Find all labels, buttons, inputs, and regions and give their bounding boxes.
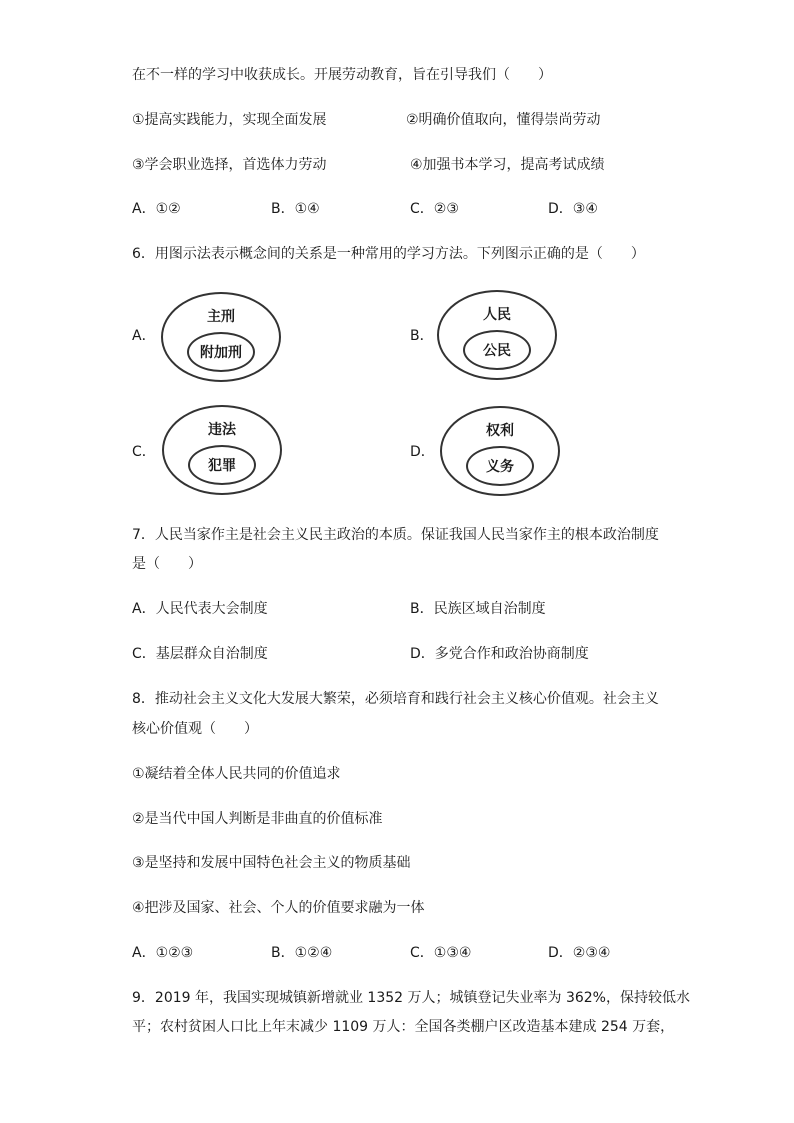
q7-stem-line2: 是（ ） <box>132 556 202 572</box>
q6-label-c: C． <box>132 444 156 460</box>
q8-stem-line2: 核心价值观（ ） <box>132 721 258 737</box>
outer-concept: 权利 <box>486 423 514 439</box>
q8-option-a: A．①②③ <box>132 945 194 961</box>
q5-option-a: A．①② <box>132 201 181 217</box>
q6-label-a: A． <box>132 328 156 344</box>
q9-line1: 9．2019 年，我国实现城镇新增就业 1352 万人；城镇登记失业率为 362%，保持较低水 <box>132 990 690 1006</box>
q7-option-d: D．多党合作和政治协商制度 <box>410 646 589 662</box>
q8-item-3: ③是坚持和发展中国特色社会主义的物质基础 <box>132 855 411 871</box>
q7-option-a: A．人民代表大会制度 <box>132 601 268 617</box>
inner-concept: 公民 <box>463 330 531 370</box>
q6-stem: 6．用图示法表示概念间的关系是一种常用的学习方法。下列图示正确的是（ ） <box>132 246 645 262</box>
q8-item-2: ②是当代中国人判断是非曲直的价值标准 <box>132 811 383 827</box>
q5-item-1: ①提高实践能力，实现全面发展 <box>132 112 327 128</box>
outer-concept: 违法 <box>208 422 236 438</box>
q5-item-2: ②明确价值取向，懂得崇尚劳动 <box>406 112 601 128</box>
q8-option-b: B．①②④ <box>271 945 333 961</box>
outer-concept: 主刑 <box>207 309 235 325</box>
q6-diagram-a <box>161 292 281 382</box>
q7-option-c: C．基层群众自治制度 <box>132 646 268 662</box>
q6-diagram-b <box>437 290 557 380</box>
q5-stem: 在不一样的学习中收获成长。开展劳动教育，旨在引导我们（ ） <box>132 67 552 83</box>
q6-label-b: B． <box>410 328 434 344</box>
inner-concept: 附加刑 <box>187 332 255 372</box>
q9-line2: 平；农村贫困人口比上年末减少 1109 万人：全国各类棚户区改造基本建成 254 万套， <box>132 1019 675 1035</box>
q6-label-d: D． <box>410 444 435 460</box>
q5-option-d: D．③④ <box>548 201 598 217</box>
q6-diagram-c <box>162 405 282 495</box>
q5-item-3: ③学会职业选择，首选体力劳动 <box>132 157 327 173</box>
outer-concept: 人民 <box>483 307 511 323</box>
q7-stem-line1: 7．人民当家作主是社会主义民主政治的本质。保证我国人民当家作主的根本政治制度 <box>132 527 659 543</box>
inner-concept: 犯罪 <box>188 445 256 485</box>
q8-item-4: ④把涉及国家、社会、个人的价值要求融为一体 <box>132 900 425 916</box>
q8-item-1: ①凝结着全体人民共同的价值追求 <box>132 766 341 782</box>
q5-item-4: ④加强书本学习，提高考试成绩 <box>410 157 605 173</box>
q7-option-b: B．民族区域自治制度 <box>410 601 546 617</box>
q8-stem-line1: 8．推动社会主义文化大发展大繁荣，必须培育和践行社会主义核心价值观。社会主义 <box>132 691 659 707</box>
q5-option-c: C．②③ <box>410 201 459 217</box>
q8-option-d: D．②③④ <box>548 945 611 961</box>
q6-diagram-d <box>440 406 560 496</box>
q8-option-c: C．①③④ <box>410 945 472 961</box>
q5-option-b: B．①④ <box>271 201 320 217</box>
inner-concept: 义务 <box>466 446 534 486</box>
